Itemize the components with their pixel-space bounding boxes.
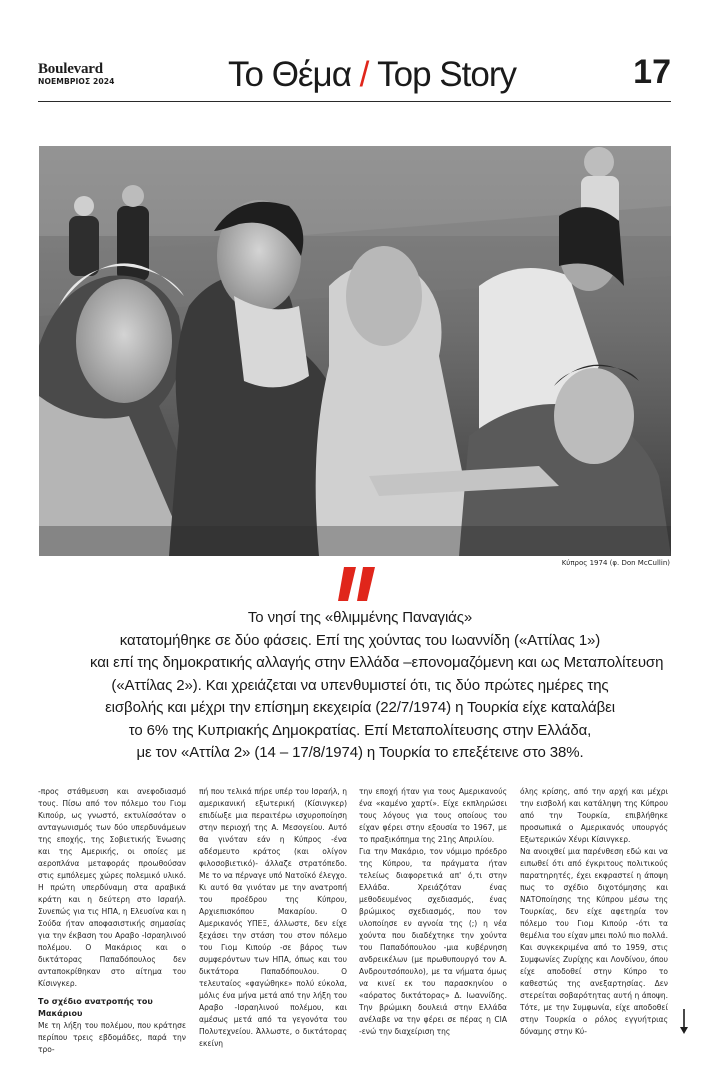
brand-block: [38, 62, 115, 87]
photo-caption: Κύπρος 1974 (φ. Don McCullin): [561, 559, 670, 567]
pull-quote-line: το 6% της Κυπριακής Δημοκρατίας. Επί Μεταπολίτευσης στην Ελλάδα,: [128, 721, 592, 739]
article-paragraph: όλης κρίσης, από την αρχή και μέχρι την εισβολή και κατάληψη της Κύπρου από την Τουρκία, επιβλήθηκε προσωπικά ο Αμερικανός υπουργός Εξωτερικών Χένρι Κίσινγκερ.: [520, 787, 668, 844]
pull-quote-line: κατατομήθηκε σε δύο φάσεις. Επί της χούντας του Ιωαννίδη («Αττίλας 1»): [119, 631, 601, 649]
article-paragraph: Με τη λήξη του πολέμου, που κράτησε περίπου τρεις εβδομάδες, παρά την τρο-: [38, 1021, 186, 1054]
section-title-english: Top Story: [377, 55, 516, 94]
section-title-greek: Το Θέμα: [227, 55, 351, 94]
article-paragraph: Για την Μακάριο, τον νόμιμο πρόεδρο της Κύπρου, τα πράγματα ήταν τελείως διαφορετικά απ' ό,τι στην Ελλάδα. Χρειάζόταν ένας μεθοδευμένος σχεδιασμός, ένας βρώμικος σχεδιασμός, που τον υλοποίησε εν αγνοία της (;) η νέα χούντα που διαδέχτηκε την χούντα του Παπαδόπουλου -μια κυβέρνηση ανδρεικέλων (με πρωθυπουργό τον Α. Ανδρουτσόπουλο), με τα νήματα όμως να κινεί εκ του παρασκηνίου ο «αόρατος δικτάτορας» Δ. Ιωαννίδης. Την βρώμικη δουλειά στην Ελλάδα ανέλαβε να την φέρει σε πέρας η CIA -ενώ την διαχείριση της: [359, 847, 507, 1036]
pull-quote: [90, 607, 664, 765]
article-paragraph: -προς στάθμευση και ανεφοδιασμό τους. Πίσω από τον πόλεμο του Γιομ Κιπούρ, ως γνωστό, εκτυλίσσόταν ο ανταγωνισμός των δύο υπερδυνάμεων της εποχής, της Σοβιετικής Ένωσης και της Αμερικής, οι οποίες με αεροπλάνα μεταφοράς προωθούσαν στις εμπόλεμες χώρες πολεμικό υλικό. Η πρώτη υπερδύναμη στα αραβικά κράτη και η δεύτερη στο Ισραήλ. Συνεπώς για τις ΗΠΑ, η Ελευσίνα και η Σούδα ήταν αποφασιστικής σημασίας για την έκβαση του Αραβο -Ισραηλινού πολέμου. Ο Μακάριος και ο δικτάτορας Παπαδόπουλος δεν ανταποκρίθηκαν στο αίτημα του Κίσινγκερ.: [38, 787, 186, 988]
issue-date: ΝΟΕΜΒΡΙΟΣ 2024: [38, 77, 115, 86]
section-title: [212, 55, 532, 95]
quote-mark-icon: [338, 567, 376, 601]
pull-quote-line: και επί της δημοκρατικής αλλαγής στην Ελλάδα –επονομαζόμενη και ως Μεταπολίτευση: [90, 654, 664, 671]
continue-arrow-icon: [680, 1009, 688, 1034]
article-paragraph: πή που τελικά πήρε υπέρ του Ισραήλ, η αμερικανική εξωτερική (Κίσινγκερ) επιδίωξε μια περαιτέρω ισχυροποίηση στην περιοχή της Α. Μεσογείου. Αυτό θα γινόταν εάν η Κύπρος -ένα αδέσμευτο κράτος (και ολίγον φιλοσοβιετικό)- άλλαζε στρατόπεδο. Με το να πέρναγε υπό Νατοϊκό έλεγχο. Κι αυτό θα γινόταν με την ανατροπή του προέδρου της Κύπρου, Αρχιεπισκόπου Μακαρίου. Ο Αμερικανός ΥΠΕΞ, άλλωστε, δεν είχε ξεχάσει την στάση του στον πόλεμο του Γιομ Κιπούρ -σε βάρος των συμφερόντων των ΗΠΑ, όπως και του δικτάτορα Παπαδόπουλου. Ο τελευταίος «φαγώθηκε» πολύ εύκολα, μόλις ένα μήνα μετά από την λήξη του Αραβο -Ισραηλινού πολέμου, και αμέσως μετά από τα γεγονότα του Πολυτεχνείου. Άλλωστε, ο δικτάτορας εκείνη: [199, 787, 347, 1048]
article-paragraph: την εποχή ήταν για τους Αμερικανούς ένα «καμένο χαρτί». Είχε εκπληρώσει τους λόγους για τους οποίους του είχαν φέρει στην εξουσία το 1967, με το πραξικόπημα της 21ης Απριλίου.: [359, 787, 507, 844]
pull-quote-line: με τον «Αττίλα 2» (14 – 17/8/1974) η Τουρκία το επεξέτεινε στο 38%.: [136, 744, 584, 761]
article-paragraph: Να ανοιχθεί μια παρένθεση εδώ και να ειπωθεί ότι από έγκριτους πολιτικούς παρατηρητές, έχει εκφραστεί η άποψη πως το σχέδιο διχοτόμησης και ΝΑΤΟποίησης της Κύπρου μέσω της Τουρκίας, δεν είχε αφετηρία τον πόλεμο του Γιομ Κιπούρ -ότι τα θεμέλια του είχαν μπει πολύ πιο πολλά. Και συγκεκριμένα από το 1959, στις Συμφωνίες Ζυρίχης και Λονδίνου, όπου είχε αποδοθεί στην Κύπρο το καθεστώς της ανεξαρτησίας. Δεν στερείται σοβαρότητας αυτή η άποψη. Τότε, με την Συμφωνία, είχε αποδοθεί στην Τουρκία ο ρόλος εγγυήτριας δύναμης στην Κύ-: [520, 847, 668, 1036]
article-column-1: [38, 786, 186, 1054]
brand-name: Boulevard: [38, 61, 103, 77]
pull-quote-line: εισβολής και μέχρι την επίσημη εκεχειρία (22/7/1974) η Τουρκία είχε καταλάβει: [105, 699, 615, 716]
pull-quote-line: Το νησί της «θλιμμένης Παναγιάς»: [247, 609, 473, 626]
article-column-2: [199, 786, 347, 1048]
article-column-3: [359, 786, 507, 1041]
header-rule: [38, 101, 671, 102]
article-column-4: [520, 786, 668, 1041]
page-number: 17: [633, 53, 671, 91]
pull-quote-line: («Αττίλας 2»). Και χρειάζεται να υπενθυμιστεί ότι, τις δύο πρώτες ημέρες της: [111, 676, 609, 694]
lead-photo: [39, 146, 671, 556]
article-subheading: Το σχέδιο ανατροπής του Μακάριου: [38, 997, 153, 1018]
section-title-slash: /: [359, 55, 369, 94]
